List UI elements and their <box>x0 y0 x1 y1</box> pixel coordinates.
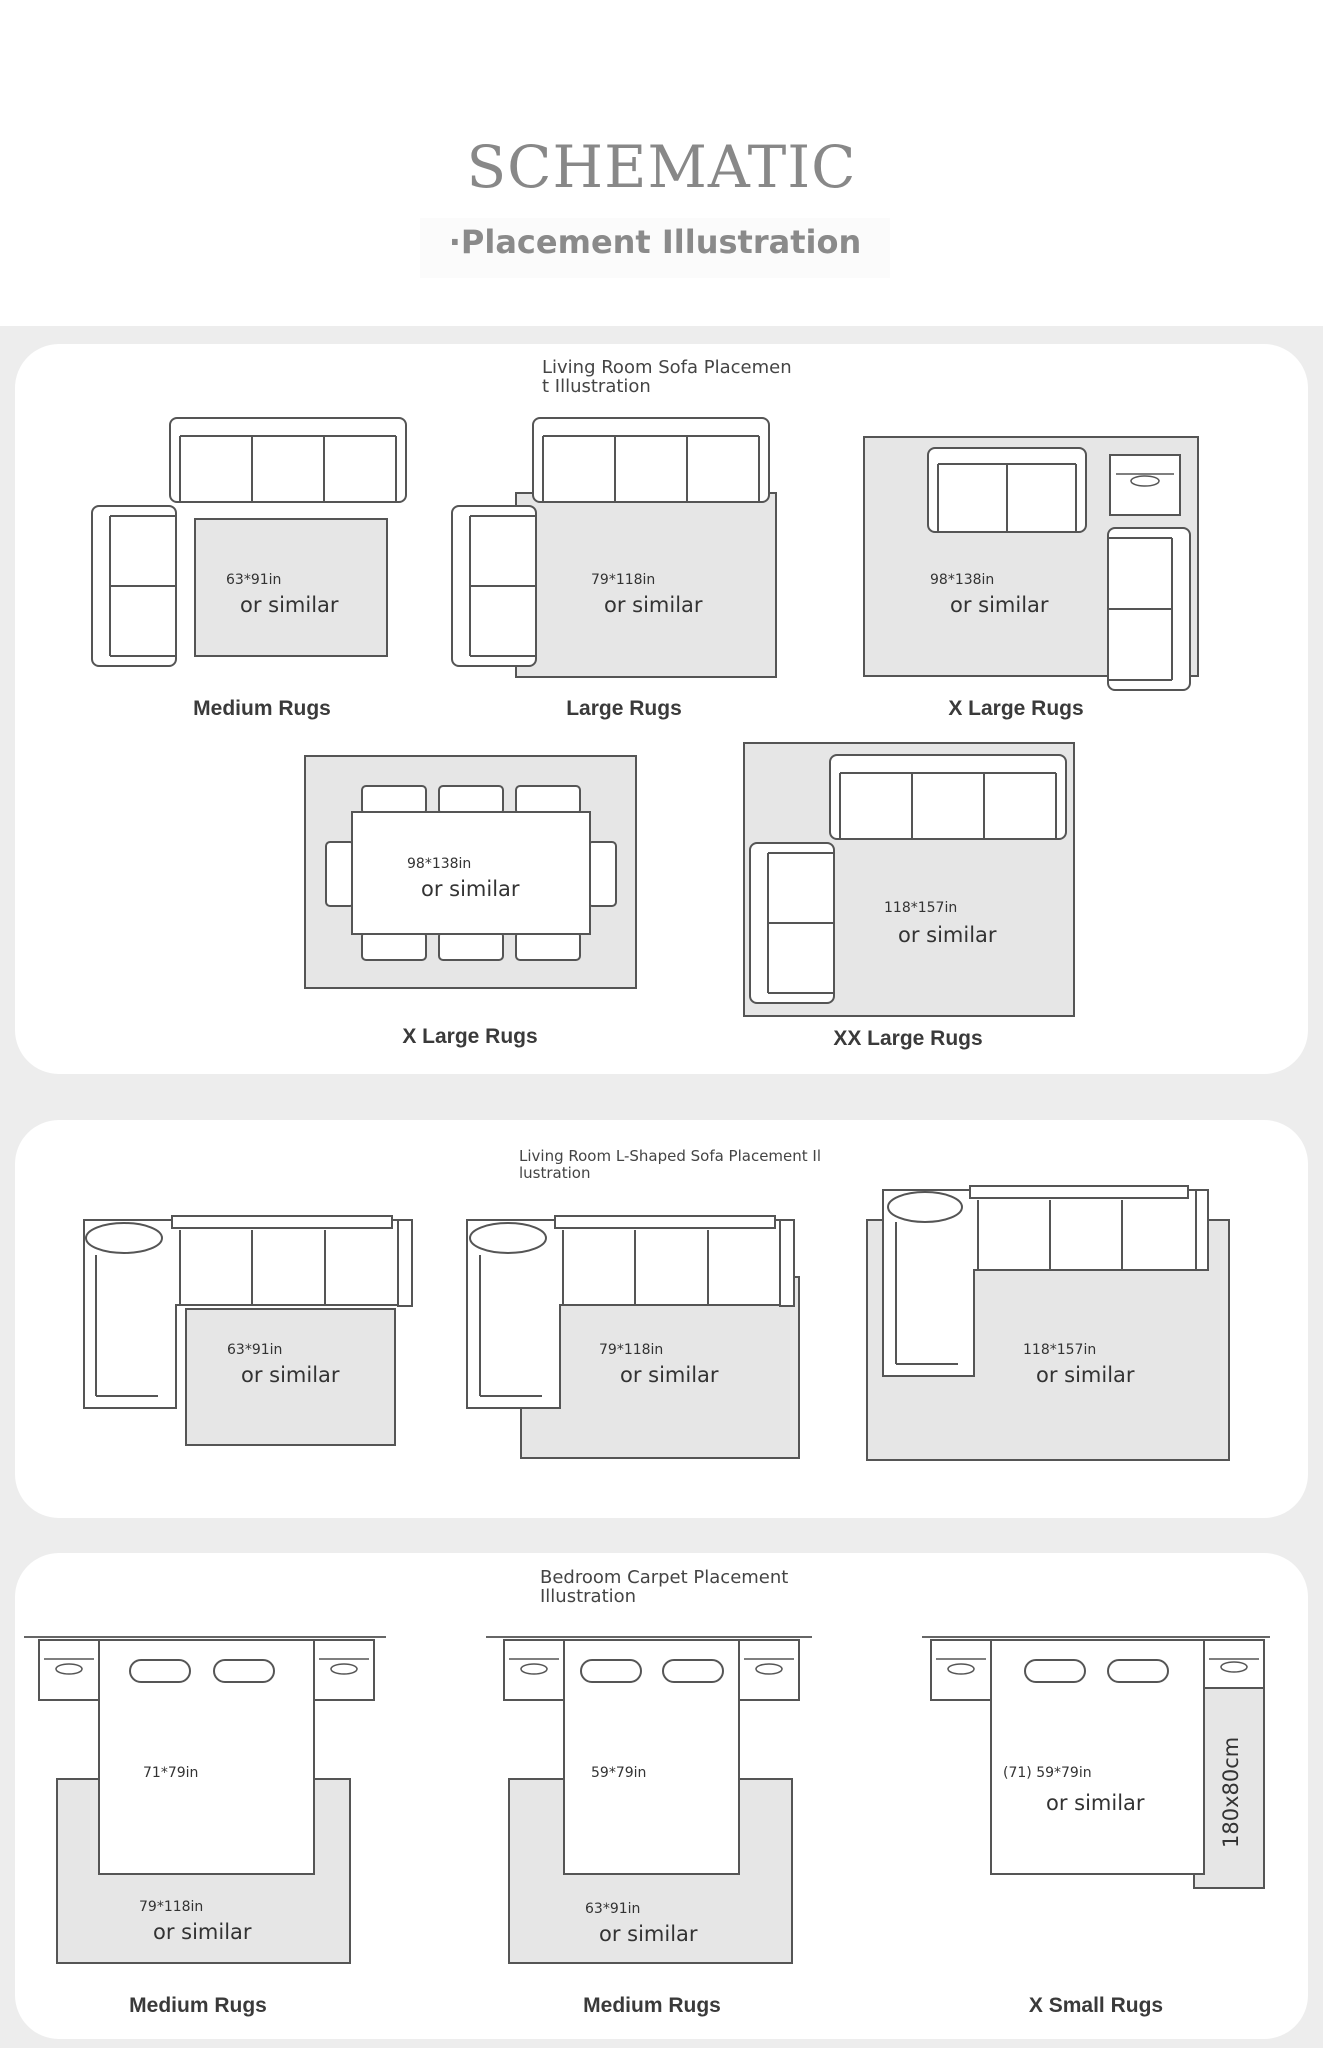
bed <box>564 1640 739 1874</box>
caption-large-rugs: Large Rugs <box>566 697 682 720</box>
caption-bedroom-medium-1: Medium Rugs <box>129 1994 267 2017</box>
bed-size-label: 59*79in <box>591 1765 647 1781</box>
or-similar-label: or similar <box>153 1920 252 1944</box>
diagram-bedroom-medium-2 <box>486 1637 812 1963</box>
nightstand <box>504 1640 564 1700</box>
nightstand <box>39 1640 99 1700</box>
or-similar-label: or similar <box>599 1922 698 1946</box>
bed <box>99 1640 314 1874</box>
bed-size-label: (71) 59*79in <box>1003 1765 1092 1781</box>
nightstand <box>1110 455 1180 515</box>
diagram-l-sofa-medium <box>84 1216 412 1445</box>
sofa-top <box>533 418 769 502</box>
bed-size-label: 71*79in <box>143 1765 199 1781</box>
diagram-l-sofa-large <box>467 1216 799 1458</box>
or-similar-label: or similar <box>241 1363 340 1387</box>
or-similar-label: or similar <box>1036 1363 1135 1387</box>
diagram-x-large-rugs-dining <box>305 756 636 988</box>
sofa-side <box>452 506 536 666</box>
rug-size-label: 118*157in <box>884 900 958 916</box>
sofa-top <box>170 418 406 502</box>
or-similar-label: or similar <box>240 593 339 617</box>
diagram-bedroom-medium-1 <box>24 1637 386 1963</box>
section-title-l-shaped: Living Room L-Shaped Sofa Placement Il lustration <box>519 1147 822 1182</box>
rug-size-label: 98*138in <box>407 856 472 872</box>
rug-size-label: 63*91in <box>226 572 282 588</box>
or-similar-label: or similar <box>1046 1791 1145 1815</box>
diagram-bedroom-x-small <box>922 1637 1270 1888</box>
rug-size-label: 63*91in <box>227 1342 283 1358</box>
rug-size-label: 79*118in <box>591 572 656 588</box>
or-similar-label: or similar <box>898 923 997 947</box>
bed <box>991 1640 1204 1874</box>
caption-xx-large-rugs: XX Large Rugs <box>833 1027 983 1050</box>
rug-size-label: 63*91in <box>585 1901 641 1917</box>
rug-size-label: 98*138in <box>930 572 995 588</box>
sofa-side <box>1108 528 1190 690</box>
rug-size-label: 79*118in <box>599 1342 664 1358</box>
nightstand <box>931 1640 991 1700</box>
or-similar-label: or similar <box>950 593 1049 617</box>
diagram-x-large-rugs-living <box>864 437 1198 690</box>
rug-size-label: 180x80cm <box>1219 1736 1243 1848</box>
section-title-living-room: Living Room Sofa Placemen t Illustration <box>542 357 792 397</box>
diagram-xx-large-rugs <box>744 743 1074 1016</box>
section-title-bedroom: Bedroom Carpet Placement Illustration <box>540 1567 789 1607</box>
caption-bedroom-medium-2: Medium Rugs <box>583 1994 721 2017</box>
nightstand <box>1204 1640 1264 1688</box>
sofa-top <box>928 448 1086 532</box>
or-similar-label: or similar <box>604 593 703 617</box>
sofa-side <box>92 506 176 666</box>
or-similar-label: or similar <box>421 877 520 901</box>
diagram-large-rugs <box>452 418 776 677</box>
dining-table <box>352 812 590 934</box>
page-subtitle: ·Placement Illustration <box>420 218 890 278</box>
diagram-l-sofa-xx-large <box>867 1186 1229 1460</box>
rug-size-label: 79*118in <box>139 1899 204 1915</box>
caption-x-large-rugs-dining: X Large Rugs <box>402 1025 538 1048</box>
nightstand <box>314 1640 374 1700</box>
caption-bedroom-x-small: X Small Rugs <box>1028 1994 1164 2017</box>
rug <box>195 519 387 656</box>
nightstand <box>739 1640 799 1700</box>
caption-x-large-rugs: X Large Rugs <box>948 697 1084 720</box>
sofa-top <box>830 755 1066 839</box>
or-similar-label: or similar <box>620 1363 719 1387</box>
page-title: SCHEMATIC <box>466 133 857 201</box>
caption-medium-rugs: Medium Rugs <box>193 697 331 720</box>
sofa-side <box>750 843 834 1003</box>
rug-size-label: 118*157in <box>1023 1342 1097 1358</box>
diagram-medium-rugs <box>92 418 406 666</box>
